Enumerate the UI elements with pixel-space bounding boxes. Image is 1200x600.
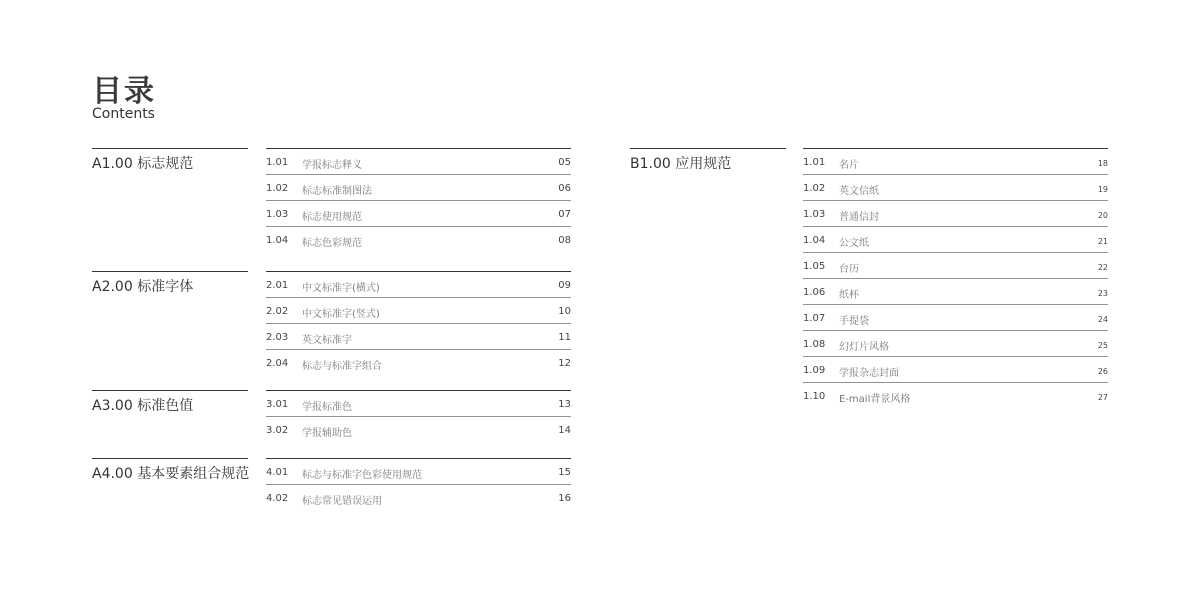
- toc-number: 1.05: [803, 261, 826, 272]
- section-heading-a1: A1.00 标志规范: [92, 148, 248, 172]
- toc-label: 幻灯片风格: [839, 342, 889, 353]
- toc-page: 23: [1097, 289, 1108, 298]
- toc-number: 1.02: [803, 183, 826, 194]
- toc-row[interactable]: [803, 252, 1108, 278]
- toc-row[interactable]: [803, 356, 1108, 382]
- toc-row[interactable]: [803, 226, 1108, 252]
- toc-label: 公文纸: [839, 238, 869, 249]
- toc-label: 学报辅助色: [302, 428, 352, 439]
- toc-label: E-mail背景风格: [839, 394, 911, 405]
- toc-number: 1.06: [803, 287, 826, 298]
- toc-row[interactable]: [803, 148, 1108, 174]
- section-heading-a3: A3.00 标准色值: [92, 390, 248, 414]
- toc-row[interactable]: [266, 416, 571, 442]
- toc-number: 2.02: [266, 306, 289, 317]
- toc-number: 1.07: [803, 313, 826, 324]
- page-title: 目录: [92, 74, 156, 109]
- toc-number: 1.10: [803, 391, 826, 402]
- toc-page: 11: [558, 332, 571, 343]
- toc-page: 08: [558, 235, 571, 246]
- toc-row[interactable]: [266, 226, 571, 252]
- toc-label: 中文标准字(横式): [302, 283, 380, 294]
- toc-number: 2.01: [266, 280, 289, 291]
- toc-number: 1.04: [266, 235, 289, 246]
- toc-number: 1.04: [803, 235, 826, 246]
- toc-label: 学报标准色: [302, 402, 352, 413]
- toc-row[interactable]: [266, 200, 571, 226]
- section-list-a4: [266, 458, 571, 510]
- toc-page: 14: [558, 425, 571, 436]
- toc-row[interactable]: [803, 200, 1108, 226]
- toc-label: 手提袋: [839, 316, 869, 327]
- toc-row[interactable]: [266, 390, 571, 416]
- toc-number: 3.02: [266, 425, 289, 436]
- page-subtitle: Contents: [92, 106, 155, 122]
- toc-page: 24: [1097, 315, 1108, 324]
- toc-number: 1.03: [803, 209, 826, 220]
- toc-page: 16: [558, 493, 571, 504]
- section-heading-b1: B1.00 应用规范: [630, 148, 786, 172]
- toc-label: 台历: [839, 264, 859, 275]
- toc-label: 标志使用规范: [302, 212, 362, 223]
- section-list-a2: [266, 271, 571, 375]
- toc-label: 标志与标准字组合: [302, 361, 382, 372]
- toc-number: 2.03: [266, 332, 289, 343]
- toc-number: 3.01: [266, 399, 289, 410]
- toc-row[interactable]: [266, 484, 571, 510]
- section-heading-a2: A2.00 标准字体: [92, 271, 248, 295]
- toc-label: 普通信封: [839, 212, 879, 223]
- toc-page: 20: [1097, 211, 1108, 220]
- toc-label: 纸杯: [839, 290, 859, 301]
- toc-number: 1.03: [266, 209, 289, 220]
- toc-label: 标志与标准字色彩使用规范: [302, 470, 422, 481]
- toc-label: 英文标准字: [302, 335, 352, 346]
- toc-label: 标志色彩规范: [302, 238, 362, 249]
- toc-page: 27: [1097, 393, 1108, 402]
- toc-page: 13: [558, 399, 571, 410]
- toc-row[interactable]: [266, 323, 571, 349]
- toc-page: 06: [558, 183, 571, 194]
- toc-number: 1.02: [266, 183, 289, 194]
- toc-row[interactable]: [803, 304, 1108, 330]
- toc-row[interactable]: [266, 148, 571, 174]
- toc-row[interactable]: [266, 297, 571, 323]
- toc-label: 学报杂志封面: [839, 368, 899, 379]
- toc-number: 1.08: [803, 339, 826, 350]
- toc-row[interactable]: [266, 174, 571, 200]
- toc-page: 10: [558, 306, 571, 317]
- toc-page: 05: [558, 157, 571, 168]
- toc-label: 学报标志释义: [302, 160, 362, 171]
- section-heading-a4: A4.00 基本要素组合规范: [92, 458, 248, 482]
- toc-page: 12: [558, 358, 571, 369]
- toc-page: 26: [1097, 367, 1108, 376]
- toc-row[interactable]: [266, 349, 571, 375]
- toc-number: 4.01: [266, 467, 289, 478]
- section-list-b1: [803, 148, 1108, 408]
- toc-number: 1.01: [803, 157, 826, 168]
- toc-row[interactable]: [803, 278, 1108, 304]
- toc-number: 2.04: [266, 358, 289, 369]
- toc-number: 4.02: [266, 493, 289, 504]
- section-list-a1: [266, 148, 571, 252]
- toc-row[interactable]: [266, 271, 571, 297]
- toc-label: 英文信纸: [839, 186, 879, 197]
- toc-page: 18: [1097, 159, 1108, 168]
- toc-label: 标志常见错误运用: [302, 496, 382, 507]
- toc-page: 15: [558, 467, 571, 478]
- section-list-a3: [266, 390, 571, 442]
- toc-page: 07: [558, 209, 571, 220]
- toc-row[interactable]: [803, 330, 1108, 356]
- toc-page: 19: [1097, 185, 1108, 194]
- toc-page: 25: [1097, 341, 1108, 350]
- toc-row[interactable]: [803, 174, 1108, 200]
- toc-page: 22: [1097, 263, 1108, 272]
- toc-label: 名片: [839, 160, 859, 171]
- toc-row[interactable]: [266, 458, 571, 484]
- toc-row[interactable]: [803, 382, 1108, 408]
- toc-number: 1.01: [266, 157, 289, 168]
- toc-page: 09: [558, 280, 571, 291]
- toc-number: 1.09: [803, 365, 826, 376]
- toc-label: 中文标准字(竖式): [302, 309, 380, 320]
- toc-page: 21: [1097, 237, 1108, 246]
- toc-label: 标志标准制图法: [302, 186, 372, 197]
